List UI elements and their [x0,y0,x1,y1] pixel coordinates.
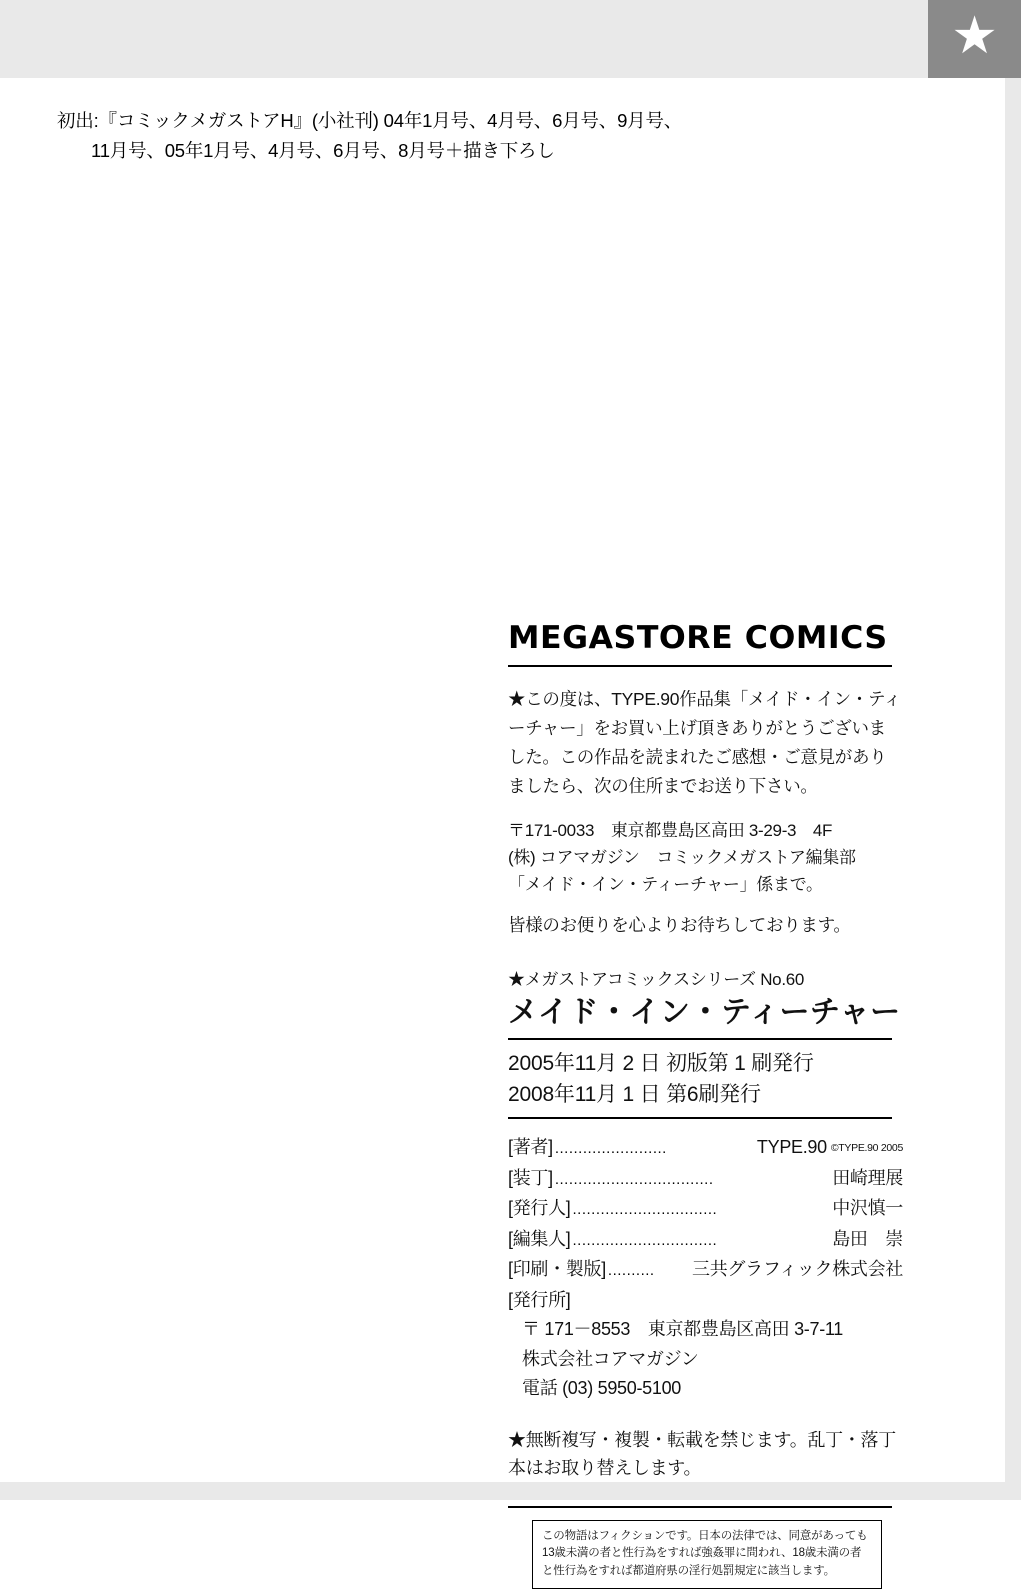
imprint-logo: MEGASTORE COMICS [508,620,911,656]
title-divider [508,1038,892,1040]
dates-divider [508,1117,892,1119]
credit-row [508,1194,903,1225]
book-title: メイド・イン・ティーチャー [508,992,903,1034]
banner-star-block [928,0,1021,78]
right-margin-strip [1005,78,1021,1500]
credit-name [757,1133,903,1164]
editorial-address-line-2: (株) コアマガジン コミックメガストア編集部 [508,844,903,871]
star-icon: ★ [951,10,998,62]
credit-role: [印刷・製版] [508,1255,606,1285]
publisher-address-line-1: 〒 171－8553 東京都豊島区高田 3-7-11 [522,1315,903,1345]
credit-name: 三共グラフィック株式会社 [692,1255,903,1285]
publisher-address [508,1315,903,1404]
credit-role: [著者] [508,1133,553,1163]
series-number: ★メガストアコミックスシリーズ No.60 [508,965,903,990]
publisher-label: [発行所] [508,1286,903,1316]
credit-dots: ........................ [553,1134,757,1164]
publisher-phone: 電話 (03) 5950-5100 [522,1374,903,1404]
colophon [508,620,903,1589]
first-publication-credit [57,106,757,166]
credit-dots: .......... [606,1256,692,1286]
logo-divider [508,665,892,667]
copyright-mark: ©TYPE.90 2005 [831,1142,903,1154]
top-banner [0,0,1021,78]
credit-dots: .................................. [553,1165,832,1195]
closing-message: 皆様のお便りを心よりお待ちしております。 [508,911,903,939]
credit-row [508,1164,903,1195]
first-printing-date: 2005年11月 2 日 初版第 1 刷発行 [508,1048,903,1079]
credits-list [508,1133,903,1315]
credit-dots: ............................... [571,1226,833,1256]
footer-divider [508,1506,892,1508]
credit-row [508,1225,903,1256]
editorial-address-line-3: 「メイド・イン・ティーチャー」係まで。 [508,871,903,898]
print-dates [508,1048,903,1110]
reproduction-notice: ★無断複写・複製・転載を禁じます。乱丁・落丁本はお取り替えします。 [508,1426,903,1482]
first-publication-line-2: 11月号、05年1月号、4月号、6月号、8月号＋描き下ろし [57,136,757,166]
editorial-address-line-1: 〒171-0033 東京都豊島区高田 3-29-3 4F [508,817,903,844]
fiction-disclaimer: この物語はフィクションです。日本の法律では、同意があっても13歳未満の者と性行為をすれば強姦罪に問われ、18歳未満の者と性行為をすれば都道府県の淫行処罰規定に該当します。 [532,1520,882,1589]
editorial-address [508,817,903,898]
publisher-name: 株式会社コアマガジン [522,1345,903,1375]
credit-name: 島田 崇 [832,1225,903,1255]
credit-role: [発行人] [508,1194,571,1224]
credit-row [508,1133,903,1164]
credit-role: [装丁] [508,1164,553,1194]
credit-name: 中沢慎一 [832,1194,903,1224]
credit-name: 田崎理展 [832,1164,903,1194]
first-publication-line-1: 初出:『コミックメガストアH』(小社刊) 04年1月号、4月号、6月号、9月号、 [57,106,757,136]
thanks-message: ★この度は、TYPE.90作品集「メイド・イン・ティーチャー」をお買い上げ頂きありがとうございました。この作品を読まれたご感想・ご意見がありましたら、次の住所までお送り下さい。 [508,685,903,801]
credit-row [508,1255,903,1286]
credit-dots: ............................... [571,1195,833,1225]
latest-printing-date: 2008年11月 1 日 第6刷発行 [508,1079,903,1110]
credit-name-text: TYPE.90 [757,1137,827,1157]
credit-role: [編集人] [508,1225,571,1255]
